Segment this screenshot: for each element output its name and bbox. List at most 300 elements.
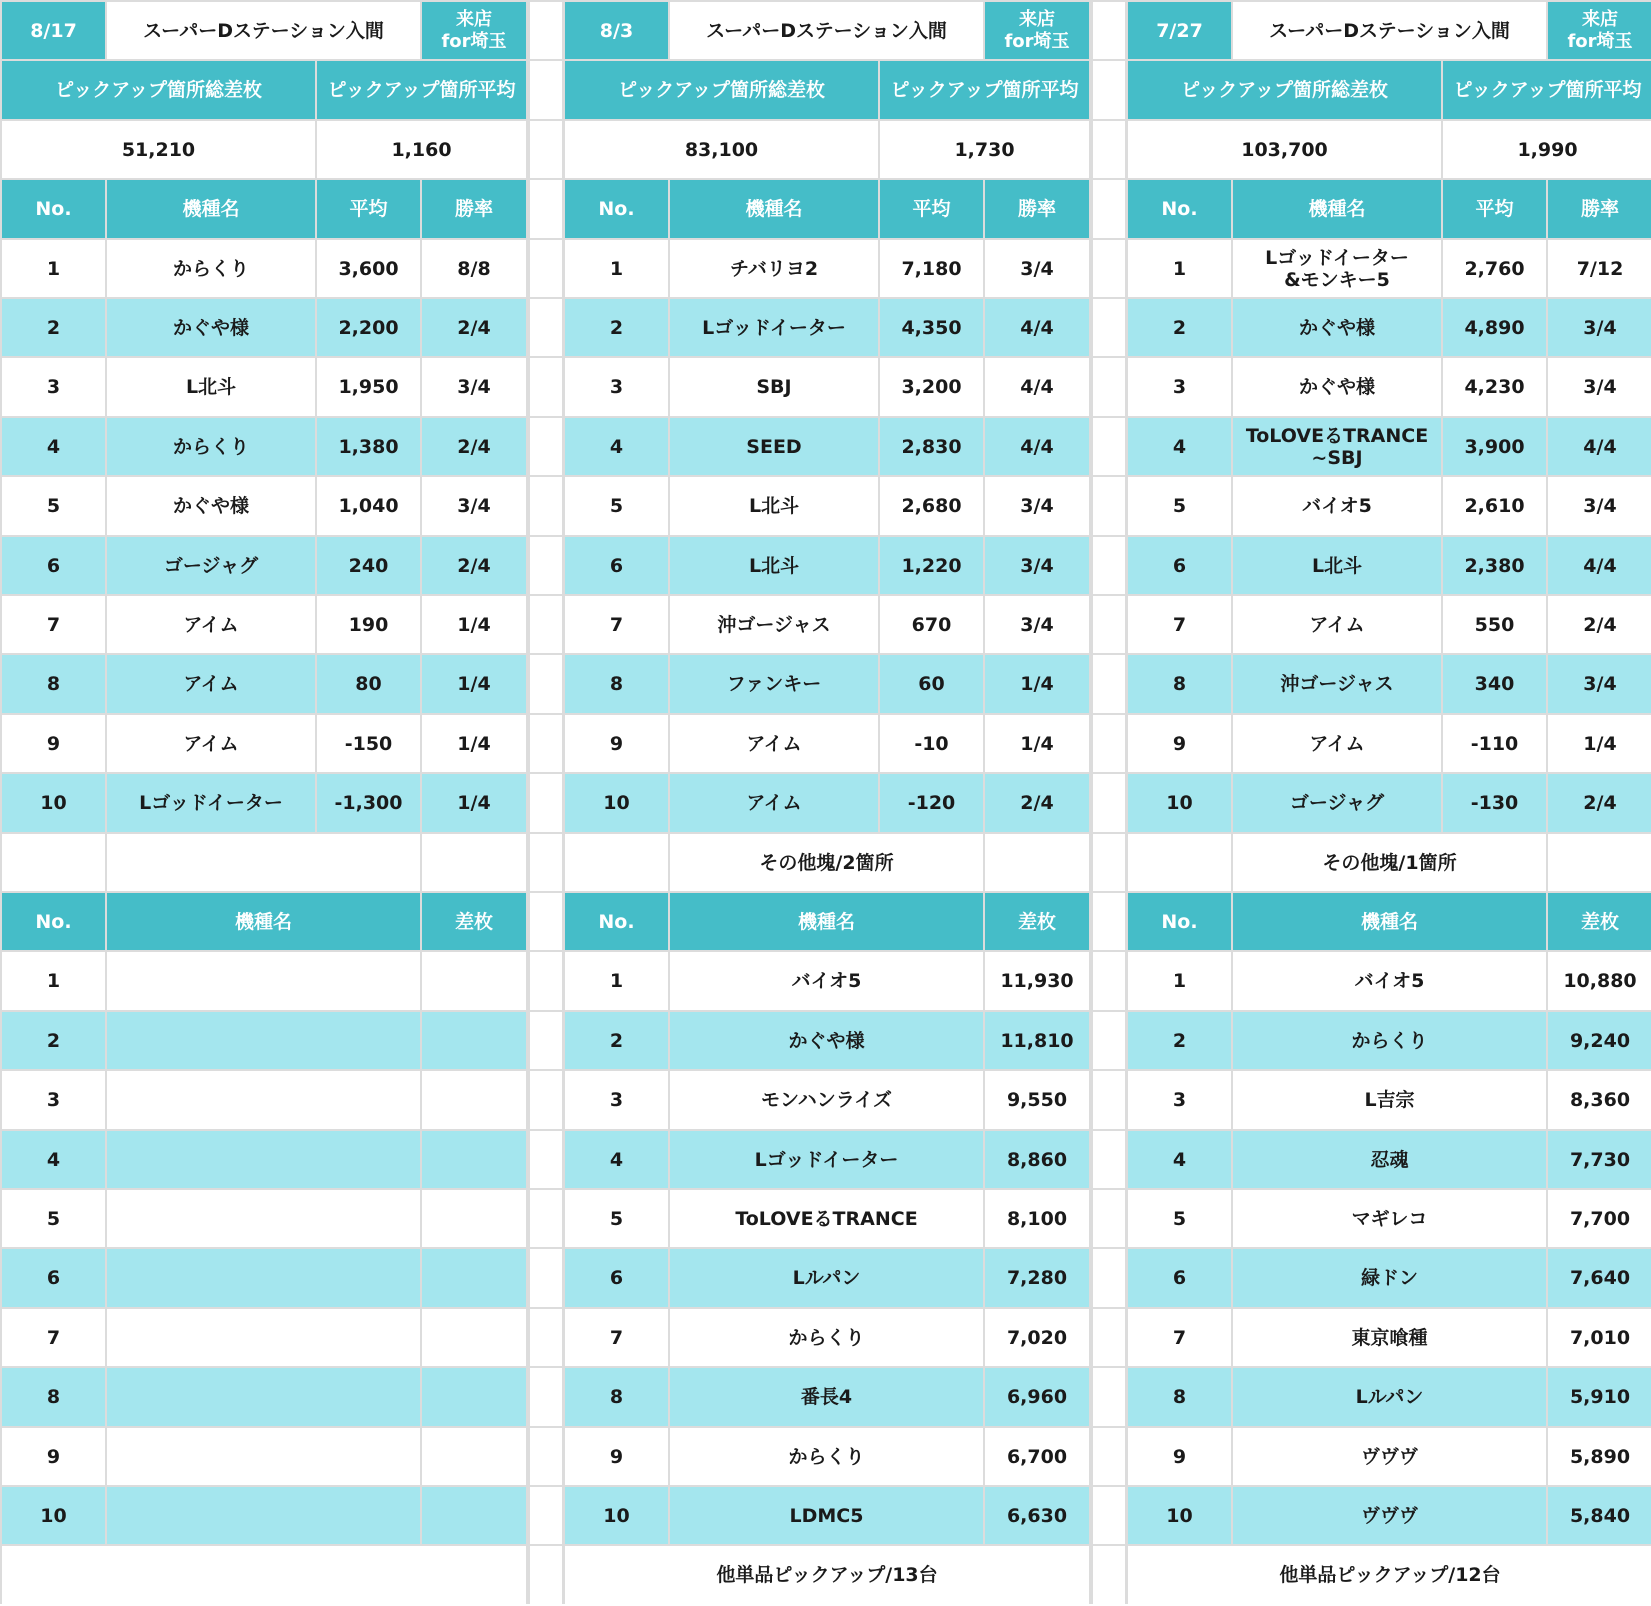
single-no: 4 bbox=[2, 1131, 105, 1188]
machine-name: かぐや様 bbox=[1233, 358, 1441, 416]
single-machine-name bbox=[107, 1309, 420, 1366]
single-machine-name: からくり bbox=[670, 1428, 983, 1485]
single-machine-name: ヴヴヴ bbox=[1233, 1487, 1546, 1544]
col-machine-header: 機種名 bbox=[1233, 180, 1441, 238]
win-rate: 3/4 bbox=[1548, 655, 1651, 713]
single-diff: 7,730 bbox=[1548, 1131, 1651, 1188]
panel-separator bbox=[1091, 0, 1127, 1604]
win-rate: 4/4 bbox=[1548, 418, 1651, 475]
separator-cell bbox=[530, 240, 562, 297]
single-no: 10 bbox=[565, 1487, 668, 1544]
other-blank-left bbox=[1128, 834, 1231, 891]
single-no: 10 bbox=[1128, 1487, 1231, 1544]
single-no: 8 bbox=[2, 1368, 105, 1426]
col-machine-header: 機種名 bbox=[670, 893, 983, 950]
average-diff: -1,300 bbox=[317, 774, 420, 832]
separator-cell bbox=[1093, 121, 1125, 178]
single-no: 8 bbox=[565, 1368, 668, 1426]
separator-cell bbox=[1093, 952, 1125, 1010]
machine-name: からくり bbox=[107, 418, 315, 475]
separator-cell bbox=[530, 1368, 562, 1426]
rank-no: 1 bbox=[2, 240, 105, 297]
average-diff: 3,200 bbox=[880, 358, 983, 416]
average-diff: -10 bbox=[880, 715, 983, 772]
single-machine-name bbox=[107, 1487, 420, 1544]
machine-name: SEED bbox=[670, 418, 878, 475]
separator-cell bbox=[530, 61, 562, 119]
report-panel-8-3 bbox=[563, 0, 1091, 1604]
separator-cell bbox=[1093, 655, 1125, 713]
rank-no: 9 bbox=[2, 715, 105, 772]
single-no: 7 bbox=[2, 1309, 105, 1366]
single-diff: 6,700 bbox=[985, 1428, 1089, 1485]
machine-name: ゴージャグ bbox=[1233, 774, 1441, 832]
pickup-total-value: 83,100 bbox=[565, 121, 878, 178]
single-diff bbox=[422, 1071, 526, 1129]
average-diff: 4,890 bbox=[1443, 299, 1546, 356]
separator-cell bbox=[530, 1249, 562, 1307]
machine-name: かぐや様 bbox=[1233, 299, 1441, 356]
single-no: 4 bbox=[1128, 1131, 1231, 1188]
machine-name: L北斗 bbox=[670, 537, 878, 594]
single-machine-name bbox=[107, 1368, 420, 1426]
machine-name: L北斗 bbox=[107, 358, 315, 416]
machine-name: アイム bbox=[670, 715, 878, 772]
win-rate: 2/4 bbox=[422, 299, 526, 356]
single-diff: 11,810 bbox=[985, 1012, 1089, 1069]
separator-cell bbox=[1093, 418, 1125, 475]
separator-cell bbox=[1093, 1428, 1125, 1485]
date-label: 8/17 bbox=[2, 2, 105, 59]
single-diff bbox=[422, 1428, 526, 1485]
single-no: 7 bbox=[565, 1309, 668, 1366]
separator-cell bbox=[1093, 477, 1125, 535]
rank-no: 7 bbox=[1128, 596, 1231, 653]
win-rate: 3/4 bbox=[1548, 477, 1651, 535]
pickup-total-header: ピックアップ箇所総差枚 bbox=[1128, 61, 1441, 119]
store-title: スーパーDステーション入間 bbox=[107, 2, 420, 59]
single-no: 9 bbox=[1128, 1428, 1231, 1485]
rank-no: 2 bbox=[2, 299, 105, 356]
win-rate: 1/4 bbox=[422, 655, 526, 713]
separator-cell bbox=[530, 121, 562, 178]
col-winrate-header: 勝率 bbox=[422, 180, 526, 238]
separator-cell bbox=[530, 1428, 562, 1485]
machine-name: 沖ゴージャス bbox=[1233, 655, 1441, 713]
average-diff: 1,380 bbox=[317, 418, 420, 475]
win-rate: 1/4 bbox=[422, 596, 526, 653]
rank-no: 8 bbox=[2, 655, 105, 713]
separator-cell bbox=[1093, 715, 1125, 772]
separator-cell bbox=[1093, 1309, 1125, 1366]
single-diff: 5,840 bbox=[1548, 1487, 1651, 1544]
col-average-header: 平均 bbox=[880, 180, 983, 238]
date-label: 8/3 bbox=[565, 2, 668, 59]
separator-cell bbox=[530, 1309, 562, 1366]
rank-no: 10 bbox=[2, 774, 105, 832]
separator-cell bbox=[530, 834, 562, 891]
separator-cell bbox=[530, 1131, 562, 1188]
single-no: 10 bbox=[2, 1487, 105, 1544]
single-machine-name bbox=[107, 1071, 420, 1129]
rank-no: 5 bbox=[1128, 477, 1231, 535]
average-diff: 2,380 bbox=[1443, 537, 1546, 594]
win-rate: 3/4 bbox=[985, 477, 1089, 535]
single-no: 2 bbox=[1128, 1012, 1231, 1069]
single-no: 9 bbox=[565, 1428, 668, 1485]
separator-cell bbox=[530, 596, 562, 653]
single-diff: 8,100 bbox=[985, 1190, 1089, 1247]
single-machine-name: Lゴッドイーター bbox=[670, 1131, 983, 1188]
single-machine-name: LDMC5 bbox=[670, 1487, 983, 1544]
col-no-header: No. bbox=[1128, 893, 1231, 950]
single-no: 5 bbox=[2, 1190, 105, 1247]
win-rate: 4/4 bbox=[1548, 537, 1651, 594]
col-winrate-header: 勝率 bbox=[1548, 180, 1651, 238]
rank-no: 4 bbox=[565, 418, 668, 475]
rank-no: 10 bbox=[565, 774, 668, 832]
separator-cell bbox=[530, 537, 562, 594]
win-rate: 2/4 bbox=[1548, 774, 1651, 832]
single-machine-name bbox=[107, 1249, 420, 1307]
separator-cell bbox=[1093, 1190, 1125, 1247]
machine-name: チバリヨ2 bbox=[670, 240, 878, 297]
single-no: 8 bbox=[1128, 1368, 1231, 1426]
average-diff: 670 bbox=[880, 596, 983, 653]
single-diff: 6,960 bbox=[985, 1368, 1089, 1426]
separator-cell bbox=[1093, 774, 1125, 832]
single-diff: 5,910 bbox=[1548, 1368, 1651, 1426]
win-rate: 3/4 bbox=[985, 537, 1089, 594]
separator-cell bbox=[1093, 1368, 1125, 1426]
win-rate: 2/4 bbox=[422, 537, 526, 594]
single-diff: 7,700 bbox=[1548, 1190, 1651, 1247]
single-machine-name bbox=[107, 1012, 420, 1069]
machine-name: からくり bbox=[107, 240, 315, 297]
average-diff: 190 bbox=[317, 596, 420, 653]
store-title: スーパーDステーション入間 bbox=[670, 2, 983, 59]
rank-no: 1 bbox=[1128, 240, 1231, 297]
pickup-total-value: 51,210 bbox=[2, 121, 315, 178]
separator-cell bbox=[1093, 358, 1125, 416]
machine-name: L北斗 bbox=[1233, 537, 1441, 594]
single-no: 9 bbox=[2, 1428, 105, 1485]
separator-cell bbox=[530, 358, 562, 416]
single-machine-name: L吉宗 bbox=[1233, 1071, 1546, 1129]
date-label: 7/27 bbox=[1128, 2, 1231, 59]
separator-cell bbox=[530, 180, 562, 238]
separator-cell bbox=[1093, 1071, 1125, 1129]
separator-cell bbox=[530, 774, 562, 832]
win-rate: 3/4 bbox=[422, 358, 526, 416]
win-rate: 1/4 bbox=[985, 715, 1089, 772]
win-rate: 4/4 bbox=[985, 299, 1089, 356]
single-diff bbox=[422, 1368, 526, 1426]
single-diff bbox=[422, 1190, 526, 1247]
machine-name: Lゴッドイーター bbox=[670, 299, 878, 356]
win-rate: 3/4 bbox=[422, 477, 526, 535]
separator-cell bbox=[1093, 893, 1125, 950]
rank-no: 3 bbox=[1128, 358, 1231, 416]
single-machine-name: 東京喰種 bbox=[1233, 1309, 1546, 1366]
rank-no: 5 bbox=[2, 477, 105, 535]
machine-name: かぐや様 bbox=[107, 477, 315, 535]
pickup-average-value: 1,160 bbox=[317, 121, 526, 178]
rank-no: 5 bbox=[565, 477, 668, 535]
rank-no: 7 bbox=[2, 596, 105, 653]
single-no: 3 bbox=[2, 1071, 105, 1129]
machine-name: アイム bbox=[107, 655, 315, 713]
win-rate: 1/4 bbox=[1548, 715, 1651, 772]
average-diff: 1,040 bbox=[317, 477, 420, 535]
machine-name: ゴージャグ bbox=[107, 537, 315, 594]
separator-cell bbox=[530, 952, 562, 1010]
col-machine-header: 機種名 bbox=[107, 180, 315, 238]
separator-cell bbox=[1093, 2, 1125, 59]
single-no: 3 bbox=[1128, 1071, 1231, 1129]
average-diff: 2,680 bbox=[880, 477, 983, 535]
pickup-average-header: ピックアップ箇所平均 bbox=[317, 61, 526, 119]
other-blank-left bbox=[2, 834, 105, 891]
separator-cell bbox=[1093, 1131, 1125, 1188]
machine-name: アイム bbox=[1233, 596, 1441, 653]
win-rate: 1/4 bbox=[422, 715, 526, 772]
single-diff: 5,890 bbox=[1548, 1428, 1651, 1485]
average-diff: 2,760 bbox=[1443, 240, 1546, 297]
single-diff: 7,010 bbox=[1548, 1309, 1651, 1366]
machine-name: Lゴッドイーター &モンキー5 bbox=[1233, 240, 1441, 297]
separator-cell bbox=[530, 1190, 562, 1247]
separator-cell bbox=[530, 893, 562, 950]
col-no-header: No. bbox=[565, 893, 668, 950]
single-diff: 10,880 bbox=[1548, 952, 1651, 1010]
separator-cell bbox=[530, 715, 562, 772]
machine-name: L北斗 bbox=[670, 477, 878, 535]
single-diff bbox=[422, 952, 526, 1010]
machine-name: かぐや様 bbox=[107, 299, 315, 356]
win-rate: 8/8 bbox=[422, 240, 526, 297]
separator-cell bbox=[1093, 1012, 1125, 1069]
single-diff: 11,930 bbox=[985, 952, 1089, 1010]
win-rate: 2/4 bbox=[1548, 596, 1651, 653]
col-diff-header: 差枚 bbox=[422, 893, 526, 950]
single-no: 2 bbox=[565, 1012, 668, 1069]
other-blank-left bbox=[565, 834, 668, 891]
average-diff: -150 bbox=[317, 715, 420, 772]
other-clusters-note: その他塊/2箇所 bbox=[670, 834, 983, 891]
average-diff: 80 bbox=[317, 655, 420, 713]
single-machine-name: 番長4 bbox=[670, 1368, 983, 1426]
store-title: スーパーDステーション入間 bbox=[1233, 2, 1546, 59]
rank-no: 4 bbox=[2, 418, 105, 475]
singles-footer-note: 他単品ピックアップ/13台 bbox=[565, 1546, 1089, 1604]
single-diff bbox=[422, 1012, 526, 1069]
single-no: 3 bbox=[565, 1071, 668, 1129]
single-machine-name bbox=[107, 1190, 420, 1247]
separator-cell bbox=[530, 477, 562, 535]
single-diff bbox=[422, 1249, 526, 1307]
average-diff: 550 bbox=[1443, 596, 1546, 653]
separator-cell bbox=[1093, 596, 1125, 653]
single-no: 6 bbox=[2, 1249, 105, 1307]
col-no-header: No. bbox=[1128, 180, 1231, 238]
average-diff: 240 bbox=[317, 537, 420, 594]
win-rate: 3/4 bbox=[985, 596, 1089, 653]
separator-cell bbox=[1093, 240, 1125, 297]
separator-cell bbox=[530, 418, 562, 475]
single-machine-name: Lルパン bbox=[670, 1249, 983, 1307]
visit-badge: 来店 for埼玉 bbox=[422, 2, 526, 59]
rank-no: 9 bbox=[1128, 715, 1231, 772]
machine-name: ToLOVEるTRANCE ~SBJ bbox=[1233, 418, 1441, 475]
visit-badge: 来店 for埼玉 bbox=[985, 2, 1089, 59]
win-rate: 3/4 bbox=[985, 240, 1089, 297]
separator-cell bbox=[1093, 1546, 1125, 1604]
separator-cell bbox=[1093, 834, 1125, 891]
machine-name: アイム bbox=[1233, 715, 1441, 772]
col-average-header: 平均 bbox=[1443, 180, 1546, 238]
other-blank-right bbox=[422, 834, 526, 891]
single-machine-name: Lルパン bbox=[1233, 1368, 1546, 1426]
rank-no: 6 bbox=[2, 537, 105, 594]
separator-cell bbox=[1093, 537, 1125, 594]
average-diff: 1,950 bbox=[317, 358, 420, 416]
rank-no: 10 bbox=[1128, 774, 1231, 832]
col-no-header: No. bbox=[2, 180, 105, 238]
average-diff: 2,830 bbox=[880, 418, 983, 475]
average-diff: 60 bbox=[880, 655, 983, 713]
other-blank-right bbox=[1548, 834, 1651, 891]
win-rate: 4/4 bbox=[985, 418, 1089, 475]
single-machine-name bbox=[107, 1131, 420, 1188]
single-no: 2 bbox=[2, 1012, 105, 1069]
average-diff: -130 bbox=[1443, 774, 1546, 832]
single-diff: 6,630 bbox=[985, 1487, 1089, 1544]
single-no: 6 bbox=[1128, 1249, 1231, 1307]
other-clusters-note: その他塊/1箇所 bbox=[1233, 834, 1546, 891]
machine-name: ファンキー bbox=[670, 655, 878, 713]
pickup-average-header: ピックアップ箇所平均 bbox=[1443, 61, 1651, 119]
win-rate: 4/4 bbox=[985, 358, 1089, 416]
single-machine-name: からくり bbox=[670, 1309, 983, 1366]
single-no: 7 bbox=[1128, 1309, 1231, 1366]
rank-no: 3 bbox=[2, 358, 105, 416]
col-machine-header: 機種名 bbox=[670, 180, 878, 238]
separator-cell bbox=[1093, 299, 1125, 356]
single-diff: 7,280 bbox=[985, 1249, 1089, 1307]
rank-no: 2 bbox=[565, 299, 668, 356]
panel-separator bbox=[528, 0, 564, 1604]
report-panel-8-17 bbox=[0, 0, 528, 1604]
report-panel-7-27 bbox=[1126, 0, 1651, 1604]
win-rate: 1/4 bbox=[985, 655, 1089, 713]
rank-no: 9 bbox=[565, 715, 668, 772]
machine-name: SBJ bbox=[670, 358, 878, 416]
separator-cell bbox=[1093, 61, 1125, 119]
win-rate: 3/4 bbox=[1548, 299, 1651, 356]
machine-name: 沖ゴージャス bbox=[670, 596, 878, 653]
win-rate: 2/4 bbox=[422, 418, 526, 475]
col-machine-header: 機種名 bbox=[1233, 893, 1546, 950]
single-machine-name: モンハンライズ bbox=[670, 1071, 983, 1129]
rank-no: 6 bbox=[565, 537, 668, 594]
single-no: 5 bbox=[1128, 1190, 1231, 1247]
single-no: 1 bbox=[565, 952, 668, 1010]
visit-badge: 来店 for埼玉 bbox=[1548, 2, 1651, 59]
average-diff: 4,350 bbox=[880, 299, 983, 356]
average-diff: 7,180 bbox=[880, 240, 983, 297]
pickup-total-header: ピックアップ箇所総差枚 bbox=[565, 61, 878, 119]
machine-name: バイオ5 bbox=[1233, 477, 1441, 535]
other-clusters-note bbox=[107, 834, 420, 891]
single-machine-name: バイオ5 bbox=[1233, 952, 1546, 1010]
single-no: 6 bbox=[565, 1249, 668, 1307]
singles-footer-note bbox=[2, 1546, 526, 1604]
average-diff: 1,220 bbox=[880, 537, 983, 594]
single-no: 1 bbox=[2, 952, 105, 1010]
single-diff bbox=[422, 1487, 526, 1544]
win-rate: 3/4 bbox=[1548, 358, 1651, 416]
single-machine-name: ToLOVEるTRANCE bbox=[670, 1190, 983, 1247]
col-no-header: No. bbox=[565, 180, 668, 238]
separator-cell bbox=[1093, 180, 1125, 238]
average-diff: -120 bbox=[880, 774, 983, 832]
separator-cell bbox=[530, 1071, 562, 1129]
separator-cell bbox=[1093, 1487, 1125, 1544]
separator-cell bbox=[530, 1012, 562, 1069]
single-machine-name: バイオ5 bbox=[670, 952, 983, 1010]
pickup-total-header: ピックアップ箇所総差枚 bbox=[2, 61, 315, 119]
col-average-header: 平均 bbox=[317, 180, 420, 238]
average-diff: -110 bbox=[1443, 715, 1546, 772]
col-diff-header: 差枚 bbox=[985, 893, 1089, 950]
single-machine-name bbox=[107, 1428, 420, 1485]
single-diff: 9,240 bbox=[1548, 1012, 1651, 1069]
single-no: 5 bbox=[565, 1190, 668, 1247]
other-blank-right bbox=[985, 834, 1089, 891]
rank-no: 4 bbox=[1128, 418, 1231, 475]
pickup-average-header: ピックアップ箇所平均 bbox=[880, 61, 1089, 119]
average-diff: 4,230 bbox=[1443, 358, 1546, 416]
average-diff: 3,900 bbox=[1443, 418, 1546, 475]
rank-no: 1 bbox=[565, 240, 668, 297]
average-diff: 2,200 bbox=[317, 299, 420, 356]
single-machine-name: マギレコ bbox=[1233, 1190, 1546, 1247]
singles-footer-note: 他単品ピックアップ/12台 bbox=[1128, 1546, 1651, 1604]
separator-cell bbox=[530, 1487, 562, 1544]
single-no: 1 bbox=[1128, 952, 1231, 1010]
single-machine-name: 忍魂 bbox=[1233, 1131, 1546, 1188]
rank-no: 6 bbox=[1128, 537, 1231, 594]
average-diff: 340 bbox=[1443, 655, 1546, 713]
single-machine-name: 緑ドン bbox=[1233, 1249, 1546, 1307]
machine-name: アイム bbox=[107, 715, 315, 772]
single-diff: 7,640 bbox=[1548, 1249, 1651, 1307]
single-machine-name bbox=[107, 952, 420, 1010]
pickup-total-value: 103,700 bbox=[1128, 121, 1441, 178]
win-rate: 7/12 bbox=[1548, 240, 1651, 297]
single-diff: 7,020 bbox=[985, 1309, 1089, 1366]
pickup-average-value: 1,730 bbox=[880, 121, 1089, 178]
win-rate: 1/4 bbox=[422, 774, 526, 832]
single-diff: 8,860 bbox=[985, 1131, 1089, 1188]
pickup-average-value: 1,990 bbox=[1443, 121, 1651, 178]
single-diff: 8,360 bbox=[1548, 1071, 1651, 1129]
rank-no: 3 bbox=[565, 358, 668, 416]
separator-cell bbox=[530, 2, 562, 59]
col-winrate-header: 勝率 bbox=[985, 180, 1089, 238]
rank-no: 8 bbox=[1128, 655, 1231, 713]
